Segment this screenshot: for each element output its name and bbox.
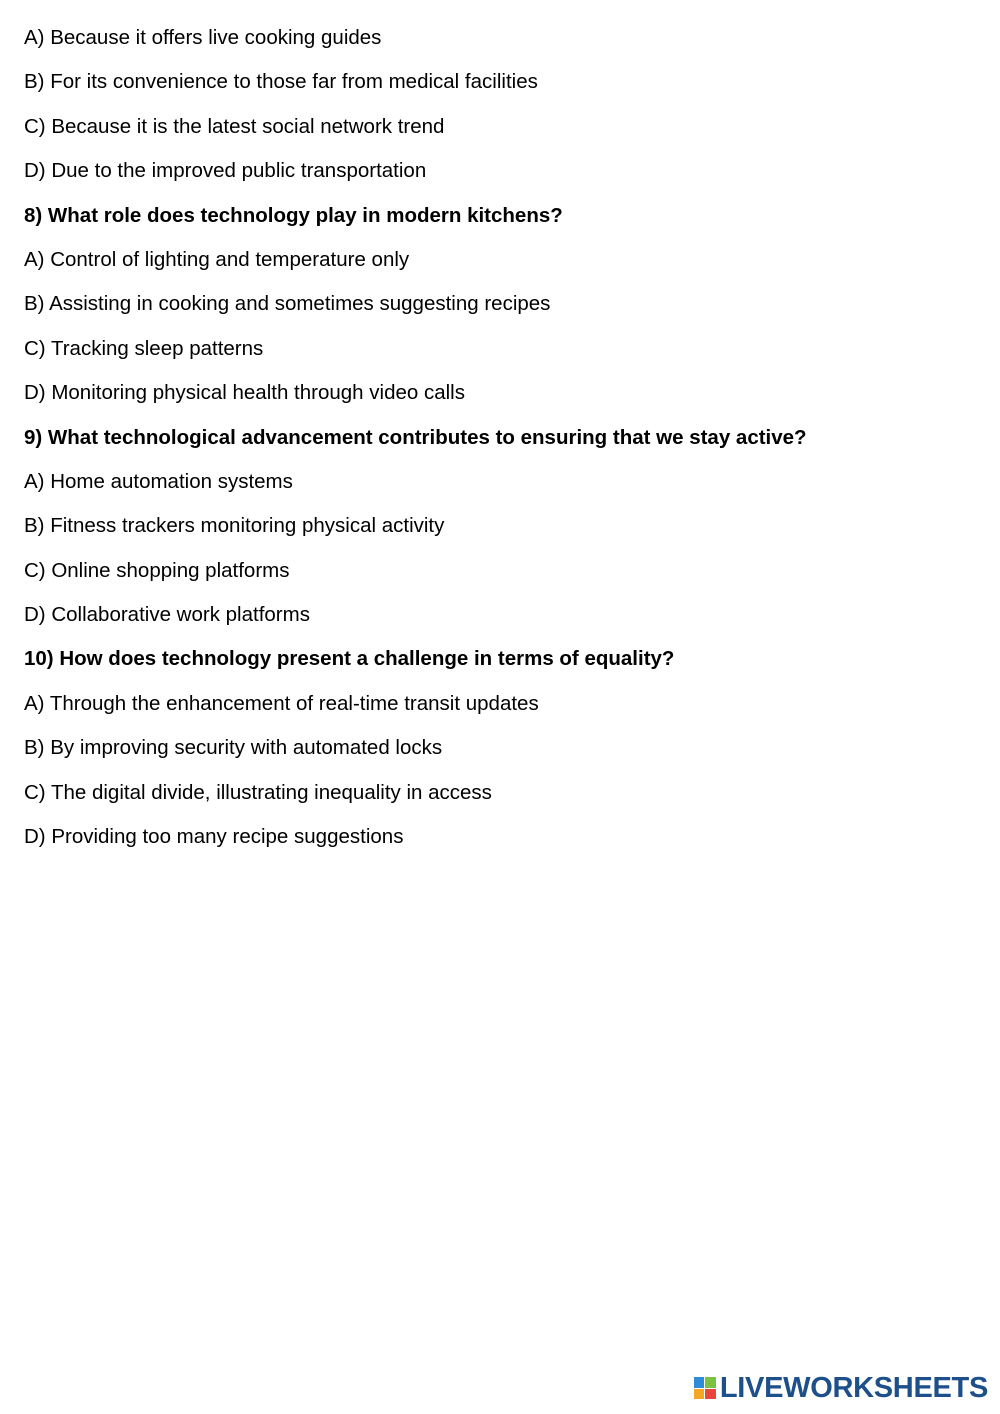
option-7b: B) For its convenience to those far from medical facilities — [24, 70, 538, 94]
option-7d: D) Due to the improved public transportation — [24, 159, 427, 183]
option-7c: C) Because it is the latest social network trend — [24, 114, 445, 138]
logo-square-2 — [705, 1377, 716, 1388]
option-7a: A) Because it offers live cooking guides — [24, 26, 382, 49]
option-8c: C) Tracking sleep patterns — [24, 336, 264, 360]
question-9: 9) What technological advancement contributes to ensuring that we stay active? — [24, 425, 807, 449]
option-10a: A) Through the enhancement of real-time transit updates — [24, 691, 539, 715]
option-9a: A) Home automation systems — [24, 469, 293, 493]
option-8b: B) Assisting in cooking and sometimes suggesting recipes — [24, 292, 551, 316]
question-10: 10) How does technology present a challenge in terms of equality? — [24, 647, 675, 671]
option-9d: D) Collaborative work platforms — [24, 603, 310, 627]
liveworksheets-logo-icon — [694, 1377, 716, 1399]
question-8: 8) What role does technology play in modern kitchens? — [24, 203, 563, 227]
option-10d: D) Providing too many recipe suggestions — [24, 825, 404, 849]
liveworksheets-wordmark: LIVEWORKSHEETS — [719, 1371, 988, 1404]
option-8a: A) Control of lighting and temperature only — [24, 247, 410, 271]
option-9b: B) Fitness trackers monitoring physical activity — [24, 514, 445, 538]
option-10c: C) The digital divide, illustrating inequality in access — [24, 780, 492, 804]
logo-square-4 — [705, 1389, 716, 1400]
option-8d: D) Monitoring physical health through video calls — [24, 381, 465, 405]
logo-square-3 — [694, 1389, 705, 1400]
worksheet-content — [24, 24, 974, 867]
option-9c: C) Online shopping platforms — [24, 558, 290, 582]
liveworksheets-logo — [694, 1372, 988, 1404]
logo-square-1 — [694, 1377, 705, 1388]
option-10b: B) By improving security with automated locks — [24, 736, 443, 760]
